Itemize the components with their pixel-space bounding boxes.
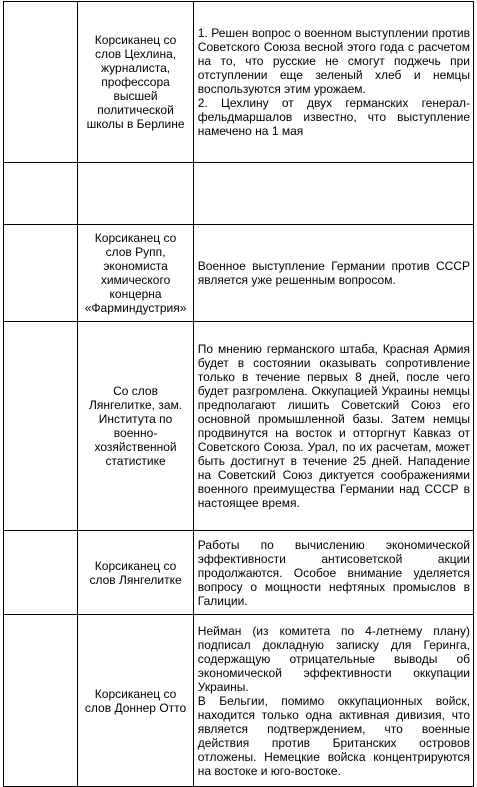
index-cell — [4, 615, 78, 787]
table-row — [4, 531, 474, 615]
report-cell — [193, 531, 473, 615]
report-text — [194, 624, 473, 778]
source-cell — [78, 225, 193, 322]
report-paragraph: По мнению германского штаба, Красная Армия будет в состоянии оказывать сопротивление только в течение первых 8 дней, после чего будет разгромлена. Оккупацией Украины немцы предполагают лишить Советский Союз его основной промышленной базы. Затем немцы продвинутся на восток и отторгнут Кавказ от Советского Союза. Урал, по их расчетам, может быть достигнут в течение 25 дней. Нападение на Советский Союз диктуется соображениями военного преимущества Германии над СССР в настоящее время. — [197, 342, 470, 510]
table-row — [4, 2, 474, 163]
intelligence-table — [3, 1, 474, 787]
source-cell — [78, 163, 193, 225]
source-text: Корсиканец со слов Рупп, экономиста химического концерна «Фарминдустрия» — [84, 231, 187, 315]
source-text: Со слов Лянгелитке, зам. Института по военно-хозяйственной статистике — [89, 384, 183, 468]
report-text — [194, 26, 473, 138]
source-text: Корсиканец со слов Цехлина, журналиста, профессора высшей политической школы в Берлине — [86, 33, 185, 131]
report-text — [194, 342, 473, 510]
index-cell — [4, 322, 78, 531]
report-cell — [193, 2, 473, 163]
source-text: Корсиканец со слов Доннер Отто — [84, 686, 187, 715]
index-cell — [4, 225, 78, 322]
source-cell — [78, 615, 193, 787]
report-paragraph: В Бельгии, помимо оккупационных войск, находится только одна активная дивизия, что является подтверждением, что военные действия против Британских островов отложены. Немецкие войска концентрируются на востоке и юго-востоке. — [197, 693, 470, 778]
table-row — [4, 615, 474, 787]
index-cell — [4, 531, 78, 615]
index-cell — [4, 2, 78, 163]
source-cell — [78, 2, 193, 163]
report-paragraph: 1. Решен вопрос о военном выступлении против Советского Союза весной этого года с расчетом на то, что русские не смогут поджечь при отступлении еще зеленый хлеб и немцы воспользуются этим урожаем. — [197, 26, 470, 96]
table-row — [4, 322, 474, 531]
report-cell — [193, 225, 473, 322]
report-paragraph: 2. Цехлину от двух германских генерал-фельдмаршалов известно, что выступление намечено на 1 мая — [197, 96, 470, 138]
report-cell — [193, 163, 473, 225]
report-paragraph: Военное выступление Германии против СССР является уже решенным вопросом. — [197, 259, 470, 287]
report-paragraph: Работы по вычислению экономической эффективности антисоветской акции продолжаются. Особое внимание уделяется вопросу о мощности нефтяных промыслов в Галиции. — [197, 537, 470, 608]
table-row — [4, 163, 474, 225]
table-row — [4, 225, 474, 322]
report-text — [194, 259, 473, 287]
report-cell — [193, 322, 473, 531]
source-text: Корсиканец со слов Лянгелитке — [89, 558, 182, 587]
index-cell — [4, 163, 78, 225]
source-cell — [78, 531, 193, 615]
report-cell — [193, 615, 473, 787]
report-text — [194, 538, 473, 608]
report-paragraph: Нейман (из комитета по 4-летнему плану) подписал докладную записку для Геринга, содержащую отрицательные выводы об экономической эффективности оккупации Украины. — [197, 623, 470, 694]
source-cell — [78, 322, 193, 531]
